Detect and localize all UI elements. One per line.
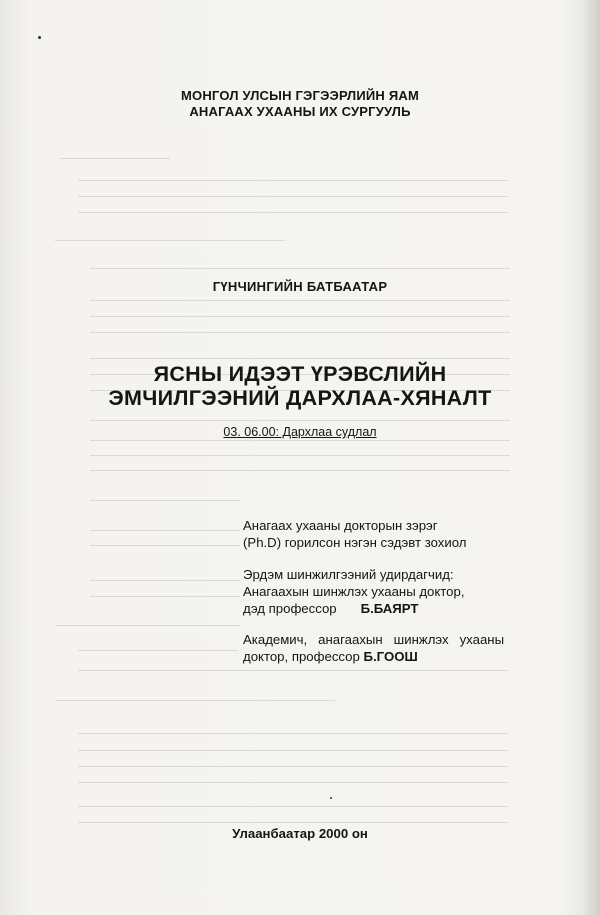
advisor-2-block xyxy=(243,631,541,665)
university-name: АНАГААХ УХААНЫ ИХ СУРГУУЛЬ xyxy=(189,104,411,119)
advisor-1-name: Б.БАЯРТ xyxy=(360,601,419,616)
place-and-year: Улаанбаатар 2000 он xyxy=(232,826,368,841)
degree-line-1: Анагаах ухааны докторын зэрэг xyxy=(243,518,438,533)
advisor-2-name: Б.ГООШ xyxy=(363,649,418,664)
dissertation-title xyxy=(0,362,600,410)
advisor-1-title: Анагаахын шинжлэх ухааны доктор, xyxy=(243,584,465,599)
advisor-1-rank: дэд профессор xyxy=(243,601,337,616)
advisors-block xyxy=(243,566,541,617)
scan-speck xyxy=(330,797,332,799)
specialty-text: 03. 06.00: Дархлаа судлал xyxy=(223,425,377,439)
specialty-code xyxy=(0,425,600,439)
institution-header xyxy=(0,88,600,120)
title-line-2: ЭМЧИЛГЭЭНИЙ ДАРХЛАА-ХЯНАЛТ xyxy=(108,386,492,410)
ministry-name: МОНГОЛ УЛСЫН ГЭГЭЭРЛИЙН ЯАМ xyxy=(181,88,419,103)
advisor-2-row xyxy=(243,648,541,665)
scan-speck xyxy=(38,36,41,39)
degree-line-2: (Ph.D) горилсон нэгэн сэдэвт зохиол xyxy=(243,535,467,550)
degree-statement xyxy=(243,517,541,551)
advisor-1-row xyxy=(243,600,541,617)
advisors-label: Эрдэм шинжилгээний удирдагчид: xyxy=(243,567,454,582)
author-name: ГҮНЧИНГИЙН БАТБААТАР xyxy=(212,279,388,294)
advisor-2-rank: доктор, профессор xyxy=(243,649,360,664)
title-line-1: ЯСНЫ ИДЭЭТ ҮРЭВСЛИЙН xyxy=(153,362,447,386)
advisor-2-title: Академич, анагаахын шинжлэх ухааны xyxy=(243,632,505,647)
